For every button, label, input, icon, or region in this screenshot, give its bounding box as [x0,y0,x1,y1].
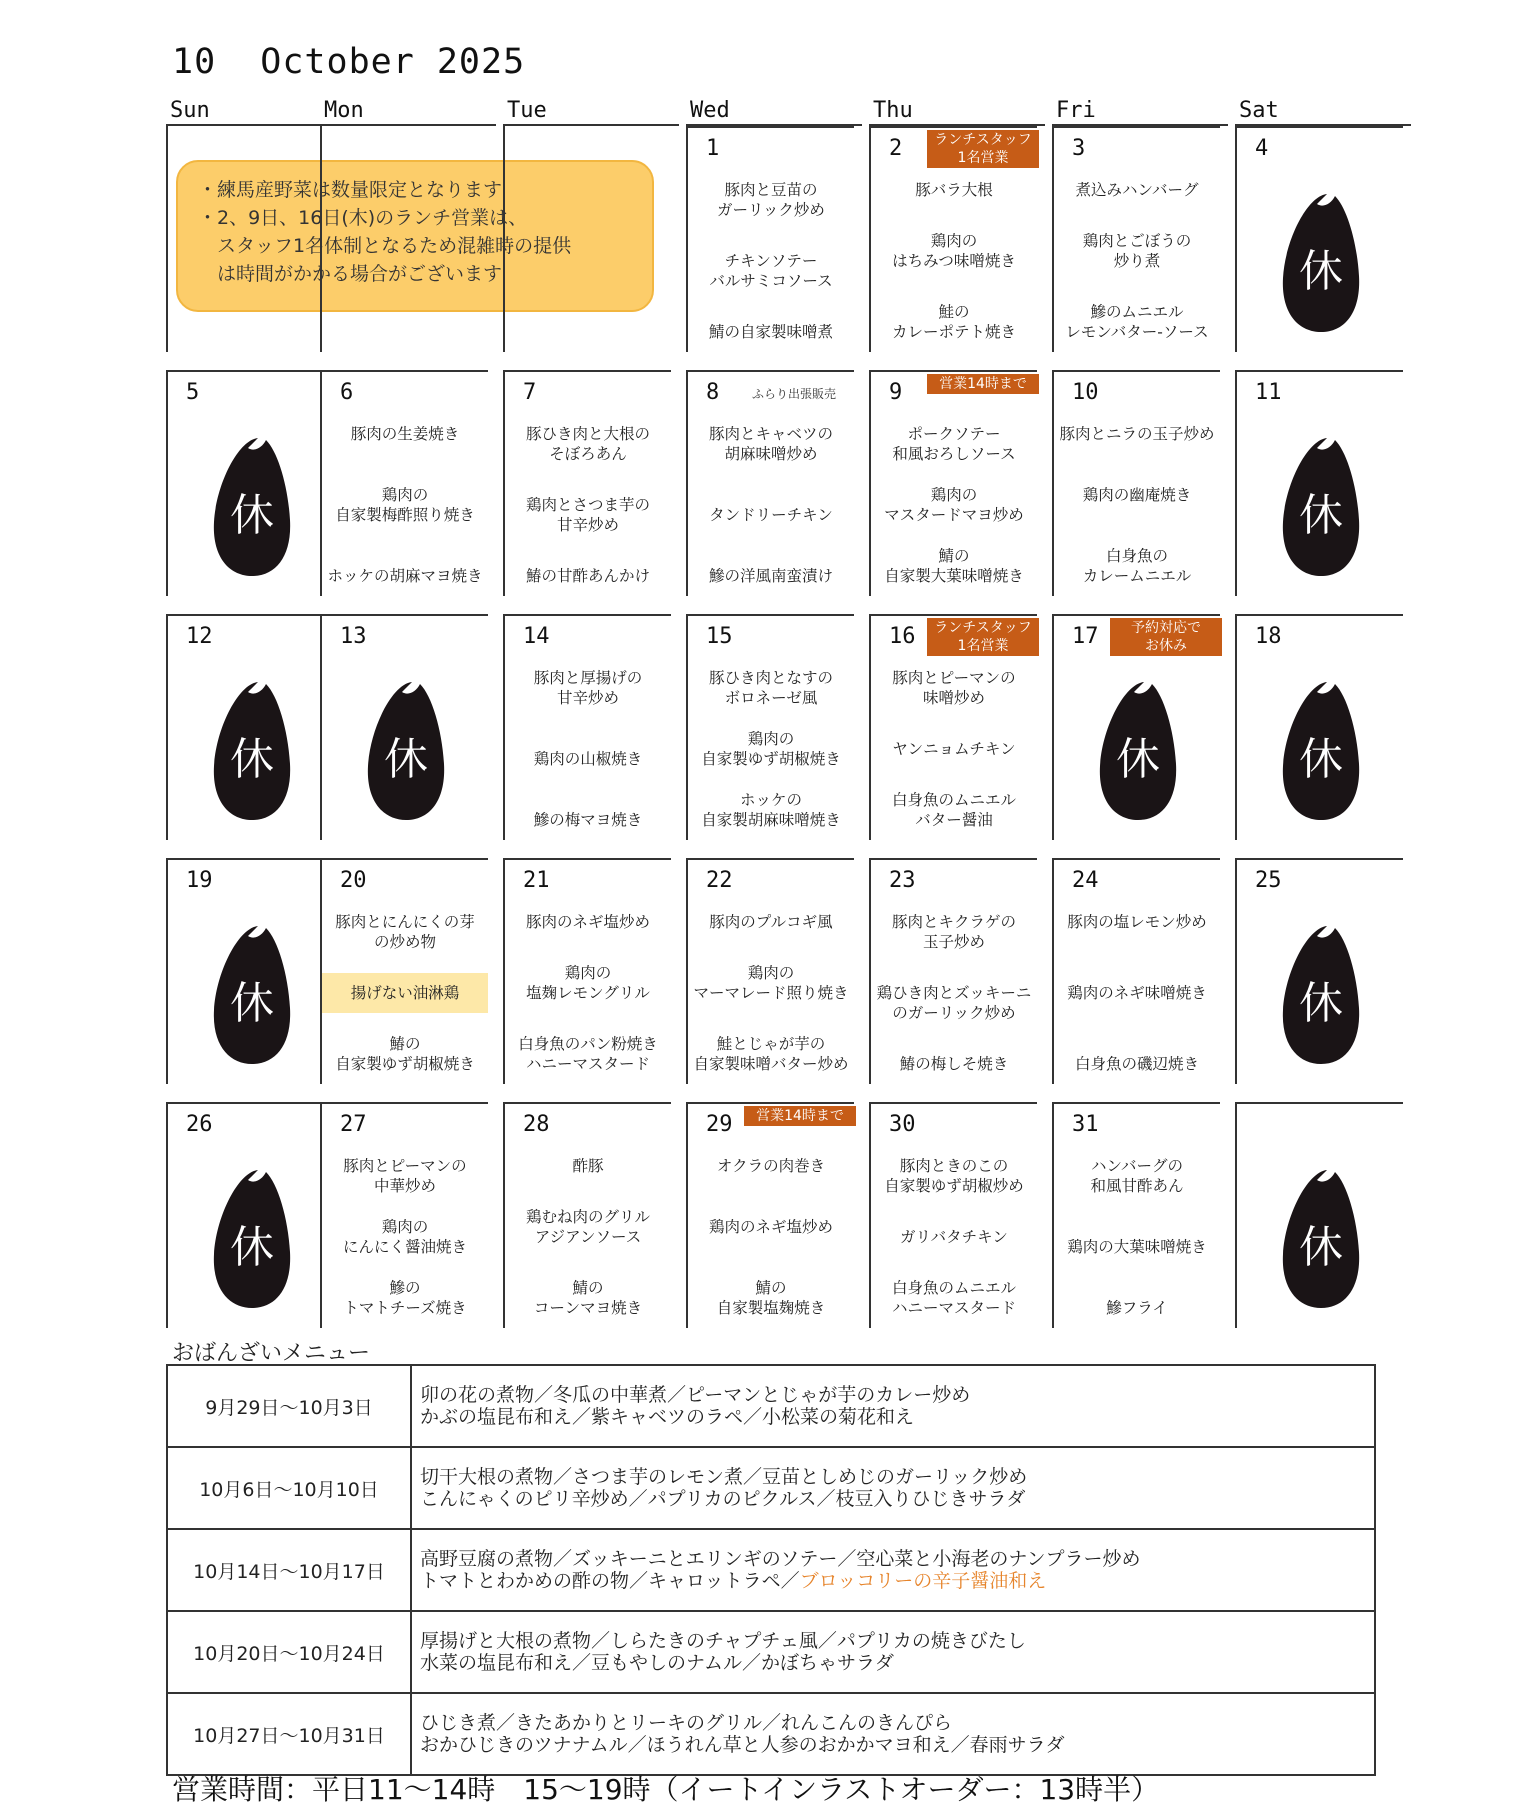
menu-item: 鶏肉の大葉味噌焼き [1067,1238,1207,1256]
day-cell [686,614,854,840]
closed-label: 休 [1299,246,1343,297]
day-number: 6 [340,380,354,405]
day-menu [688,910,854,1076]
day-cell [1235,370,1403,596]
menu-item: 豚肉と厚揚げの 甘辛炒め [533,669,643,707]
menu-item: 豚肉とキクラゲの 玉子炒め [891,913,1016,951]
day-menu [1054,1154,1220,1320]
day-cell [1235,126,1403,352]
notice-line: ・2、9日、16日(木)のランチ営業は、 [198,207,528,229]
closed-icon [208,918,296,1068]
day-menu [871,666,1037,832]
obanzai-line: ひじき煮／きたあかりとリーキのグリル／れんこんのきんぴら [420,1712,953,1734]
closed-label: 休 [1299,1222,1343,1273]
obanzai-row [167,1365,1375,1447]
menu-item: 鶏肉の マスタードマヨ炒め [884,486,1024,524]
closed-label: 休 [230,978,274,1029]
menu-item: ホッケの胡麻マヨ焼き [327,567,483,585]
menu-item: 鶏肉の 自家製ゆず胡椒焼き [701,730,841,768]
day-number: 4 [1255,136,1269,161]
obanzai-table [166,1364,1376,1776]
day-cell [686,1102,854,1328]
day-menu [871,910,1037,1076]
closed-label: 休 [230,490,274,541]
day-menu [505,1154,671,1320]
day-menu [871,1154,1037,1320]
weekday-wed: Wed [690,98,730,123]
menu-item: 鶏肉の 塩麹レモングリル [526,964,650,1002]
day-cell [1235,614,1403,840]
closed-icon [1277,674,1365,824]
day-number: 3 [1072,136,1086,161]
obanzai-row [167,1693,1375,1775]
day-menu [688,666,854,832]
day-menu [688,422,854,588]
status-badge: ランチスタッフ 1名営業 [927,130,1039,168]
closed-icon [1277,430,1365,580]
day-cell [503,614,671,840]
obanzai-line: 高野豆腐の煮物／ズッキーニとエリンギのソテー／空心菜と小海老のナンプラー炒め [420,1548,1141,1570]
closed-label: 休 [1299,978,1343,1029]
day-number: 21 [523,868,550,893]
menu-item: 鶏肉の幽庵焼き [1082,486,1192,504]
day-cell [166,370,334,596]
menu-item: 鶏肉の マーマレード照り焼き [693,964,849,1002]
day-cell [320,858,488,1084]
day-menu [505,666,671,832]
menu-item: 鮭の カレーポテト焼き [891,303,1016,341]
day-cell [686,126,854,352]
menu-item: ホッケの 自家製胡麻味噌焼き [701,791,841,829]
day-number: 18 [1255,624,1282,649]
business-hours: 営業時間：平日11～14時 15～19時（イートインラストオーダー：13時半） [172,1773,1160,1806]
obanzai-line-accent: ブロッコリーの辛子醤油和え [799,1570,1047,1592]
status-badge: ランチスタッフ 1名営業 [927,618,1039,656]
menu-item: 鶏肉のネギ味噌焼き [1067,984,1207,1002]
obanzai-row [167,1447,1375,1529]
day-cell [503,1102,671,1328]
day-cell [869,614,1037,840]
day-menu [688,1154,854,1320]
closed-label: 休 [230,1222,274,1273]
obanzai-dates: 9月29日～10月3日 [167,1365,411,1447]
day-cell [320,370,488,596]
menu-item: ガリバタチキン [900,1228,1008,1246]
day-number: 7 [523,380,537,405]
menu-item: 豚肉とピーマンの 味噌炒め [892,669,1016,707]
day-menu [1054,422,1220,588]
day-menu [1054,910,1220,1076]
menu-item: 白身魚のムニエル バター醤油 [891,791,1016,829]
menu-item: 鶏肉のネギ塩炒め [708,1218,833,1236]
menu-item: 鰺の梅マヨ焼き [533,811,643,829]
obanzai-line: おかひじきのツナナムル／ほうれん草と人参のおかかマヨ和え／春雨サラダ [420,1734,1065,1756]
closed-label: 休 [1299,734,1343,785]
menu-item: 鯖の 自家製大葉味噌焼き [884,547,1024,585]
menu-item: 鰆の 自家製ゆず胡椒焼き [335,1035,475,1073]
day-cell [1052,858,1220,1084]
weekday-mon: Mon [324,98,364,123]
menu-item: 鶏むね肉のグリル アジアンソース [525,1208,650,1246]
day-number: 27 [340,1112,367,1137]
menu-item: オクラの肉巻き [716,1157,826,1175]
obanzai-menu [411,1365,1375,1447]
day-menu [871,178,1037,344]
day-number: 9 [889,380,903,405]
day-cell [1052,614,1220,840]
menu-item: 鶏肉の 自家製梅酢照り焼き [335,486,475,524]
day-number: 30 [889,1112,916,1137]
day-cell [503,126,671,352]
day-number: 17 [1072,624,1099,649]
menu-item: 鶏肉の山椒焼き [533,750,643,768]
menu-item: 鶏ひき肉とズッキーニ のガーリック炒め [876,984,1032,1022]
obanzai-menu [411,1447,1375,1529]
menu-item: 豚肉の生姜焼き [350,425,460,443]
notice-line: ・練馬産野菜は数量限定となります [198,179,503,201]
day-number: 16 [889,624,916,649]
day-cell [1052,370,1220,596]
obanzai-dates: 10月20日～10月24日 [167,1611,411,1693]
day-number: 23 [889,868,916,893]
obanzai-menu [411,1611,1375,1693]
day-number: 29 [706,1112,733,1137]
closed-label: 休 [1299,490,1343,541]
menu-item: 白身魚の磯辺焼き [1074,1055,1199,1073]
day-number: 25 [1255,868,1282,893]
day-cell [869,126,1037,352]
menu-item: ポークソテー 和風おろしソース [892,425,1016,463]
day-number: 22 [706,868,733,893]
menu-item: 鶏肉とごぼうの 炒り煮 [1082,232,1192,270]
weekday-sat: Sat [1239,98,1279,123]
weekday-thu: Thu [873,98,913,123]
status-badge: 予約対応で お休み [1110,618,1222,656]
day-cell [503,858,671,1084]
obanzai-line: 厚揚げと大根の煮物／しらたきのチャプチェ風／パプリカの焼きびたし [420,1630,1026,1652]
calendar-title: 10 October 2025 [172,42,526,82]
day-cell [869,1102,1037,1328]
closed-icon [208,430,296,580]
day-menu [322,1154,488,1320]
closed-label: 休 [1116,734,1160,785]
day-cell [320,126,488,352]
obanzai-dates: 10月14日～10月17日 [167,1529,411,1611]
closed-label: 休 [230,734,274,785]
menu-item: 酢豚 [572,1157,604,1175]
closed-icon [208,674,296,824]
day-number: 19 [186,868,213,893]
obanzai-line: 切干大根の煮物／さつま芋のレモン煮／豆苗としめじのガーリック炒め [420,1466,1028,1488]
menu-item: 鮭とじゃが芋の 自家製味噌バター炒め [693,1035,849,1073]
menu-item: 豚肉のプルコギ風 [709,913,833,931]
notice-line: は時間がかかる場合がございます [198,263,503,285]
obanzai-dates: 10月6日～10月10日 [167,1447,411,1529]
menu-item: 豚肉の塩レモン炒め [1067,913,1207,931]
menu-item: 鯖の自家製味噌煮 [708,323,833,341]
day-cell [1235,858,1403,1084]
day-menu [505,422,671,588]
status-badge: 営業14時まで [744,1106,856,1126]
menu-item: 豚肉とキャベツの 胡麻味噌炒め [708,425,833,463]
obanzai-menu [411,1529,1375,1611]
menu-item: 豚肉とにんにくの芽 の炒め物 [335,913,475,951]
menu-item: 鯖の 自家製塩麹焼き [716,1279,826,1317]
obanzai-line: かぶの塩昆布和え／紫キャベツのラペ／小松菜の菊花和え [420,1406,915,1428]
obanzai-dates: 10月27日～10月31日 [167,1693,411,1775]
menu-item: 鶏肉の にんにく醤油焼き [342,1218,467,1256]
menu-item: 鰺の洋風南蛮漬け [708,567,833,585]
day-number: 13 [340,624,367,649]
obanzai-row [167,1529,1375,1611]
day-number: 10 [1072,380,1099,405]
day-number: 31 [1072,1112,1099,1137]
obanzai-menu [411,1693,1375,1775]
day-number: 1 [706,136,720,161]
day-menu [505,910,671,1076]
obanzai-line: こんにゃくのピリ辛炒め／パプリカのピクルス／枝豆入りひじきサラダ [420,1488,1026,1510]
day-cell [1052,126,1220,352]
menu-item: 鰺の トマトチーズ焼き [343,1279,467,1317]
weekday-tue: Tue [507,98,547,123]
menu-item: 豚ひき肉となすの ボロネーゼ風 [708,669,833,707]
menu-item: 鰆の梅しそ焼き [899,1055,1009,1073]
day-menu [322,422,488,588]
obanzai-line: トマトとわかめの酢の物／キャロットラペ／ [420,1570,800,1592]
menu-item: 豚バラ大根 [915,181,993,199]
weekday-sun: Sun [170,98,210,123]
menu-item: ヤンニョムチキン [892,740,1016,758]
day-cell [686,370,854,596]
day-cell [166,614,334,840]
menu-item: 豚肉のネギ塩炒め [525,913,650,931]
day-cell [869,858,1037,1084]
day-number: 2 [889,136,903,161]
menu-item: 豚ひき肉と大根の そぼろあん [525,425,650,463]
menu-item: 鶏肉の はちみつ味噌焼き [892,232,1016,270]
menu-item: 鰆の甘酢あんかけ [525,567,650,585]
closed-icon [1277,918,1365,1068]
menu-item: 鰺フライ [1106,1299,1168,1317]
day-cell [686,858,854,1084]
obanzai-line: 水菜の塩昆布和え／豆もやしのナムル／かぼちゃサラダ [420,1652,894,1674]
day-cell [1235,1102,1403,1328]
day-cell [166,126,334,352]
menu-item: チキンソテー バルサミコソース [709,252,833,290]
obanzai-line: 卯の花の煮物／冬瓜の中華煮／ピーマンとじゃが芋のカレー炒め [420,1384,971,1406]
menu-item: 鯖の コーンマヨ焼き [533,1279,643,1317]
menu-item: 白身魚のパン粉焼き ハニーマスタード [518,1035,658,1073]
day-cell [320,1102,488,1328]
menu-item: 白身魚の カレームニエル [1082,547,1192,585]
day-number: 14 [523,624,550,649]
status-badge: 営業14時まで [927,374,1039,394]
closed-icon [362,674,450,824]
day-cell [503,370,671,596]
day-cell [869,370,1037,596]
day-number: 15 [706,624,733,649]
day-number: 8 [706,380,720,405]
menu-item: 鶏肉とさつま芋の 甘辛炒め [525,496,650,534]
menu-item: 豚肉ときのこの 自家製ゆず胡椒炒め [884,1157,1024,1195]
event-note: ふらり出張販売 [752,387,837,401]
day-cell [166,858,334,1084]
menu-item: 白身魚のムニエル ハニーマスタード [891,1279,1016,1317]
closed-icon [1277,186,1365,336]
day-number: 11 [1255,380,1282,405]
day-menu [871,422,1037,588]
closed-label: 休 [384,734,428,785]
day-number: 20 [340,868,367,893]
day-menu [322,910,488,1076]
menu-item: 揚げない油淋鶏 [322,973,488,1013]
menu-item: 豚肉とピーマンの 中華炒め [343,1157,467,1195]
day-number: 5 [186,380,200,405]
menu-item: 鰺のムニエル レモンバター-ソース [1065,303,1209,341]
obanzai-row [167,1611,1375,1693]
closed-icon [1277,1162,1365,1312]
day-number: 26 [186,1112,213,1137]
menu-item: 豚肉とニラの玉子炒め [1059,425,1215,443]
day-menu [688,178,854,344]
weekday-fri: Fri [1056,98,1096,123]
notice-line: スタッフ1名体制となるため混雑時の提供 [198,235,572,257]
menu-item: ハンバーグの 和風甘酢あん [1090,1157,1184,1195]
day-menu [1054,178,1220,344]
menu-item: 豚肉と豆苗の ガーリック炒め [717,181,825,219]
closed-icon [1094,674,1182,824]
closed-icon [208,1162,296,1312]
day-cell [320,614,488,840]
day-number: 12 [186,624,213,649]
menu-item: タンドリーチキン [709,506,833,524]
obanzai-title: おばんざいメニュー [172,1341,371,1366]
day-cell [166,1102,334,1328]
menu-item: 煮込みハンバーグ [1075,181,1199,199]
day-number: 24 [1072,868,1099,893]
day-cell [1052,1102,1220,1328]
day-number: 28 [523,1112,550,1137]
